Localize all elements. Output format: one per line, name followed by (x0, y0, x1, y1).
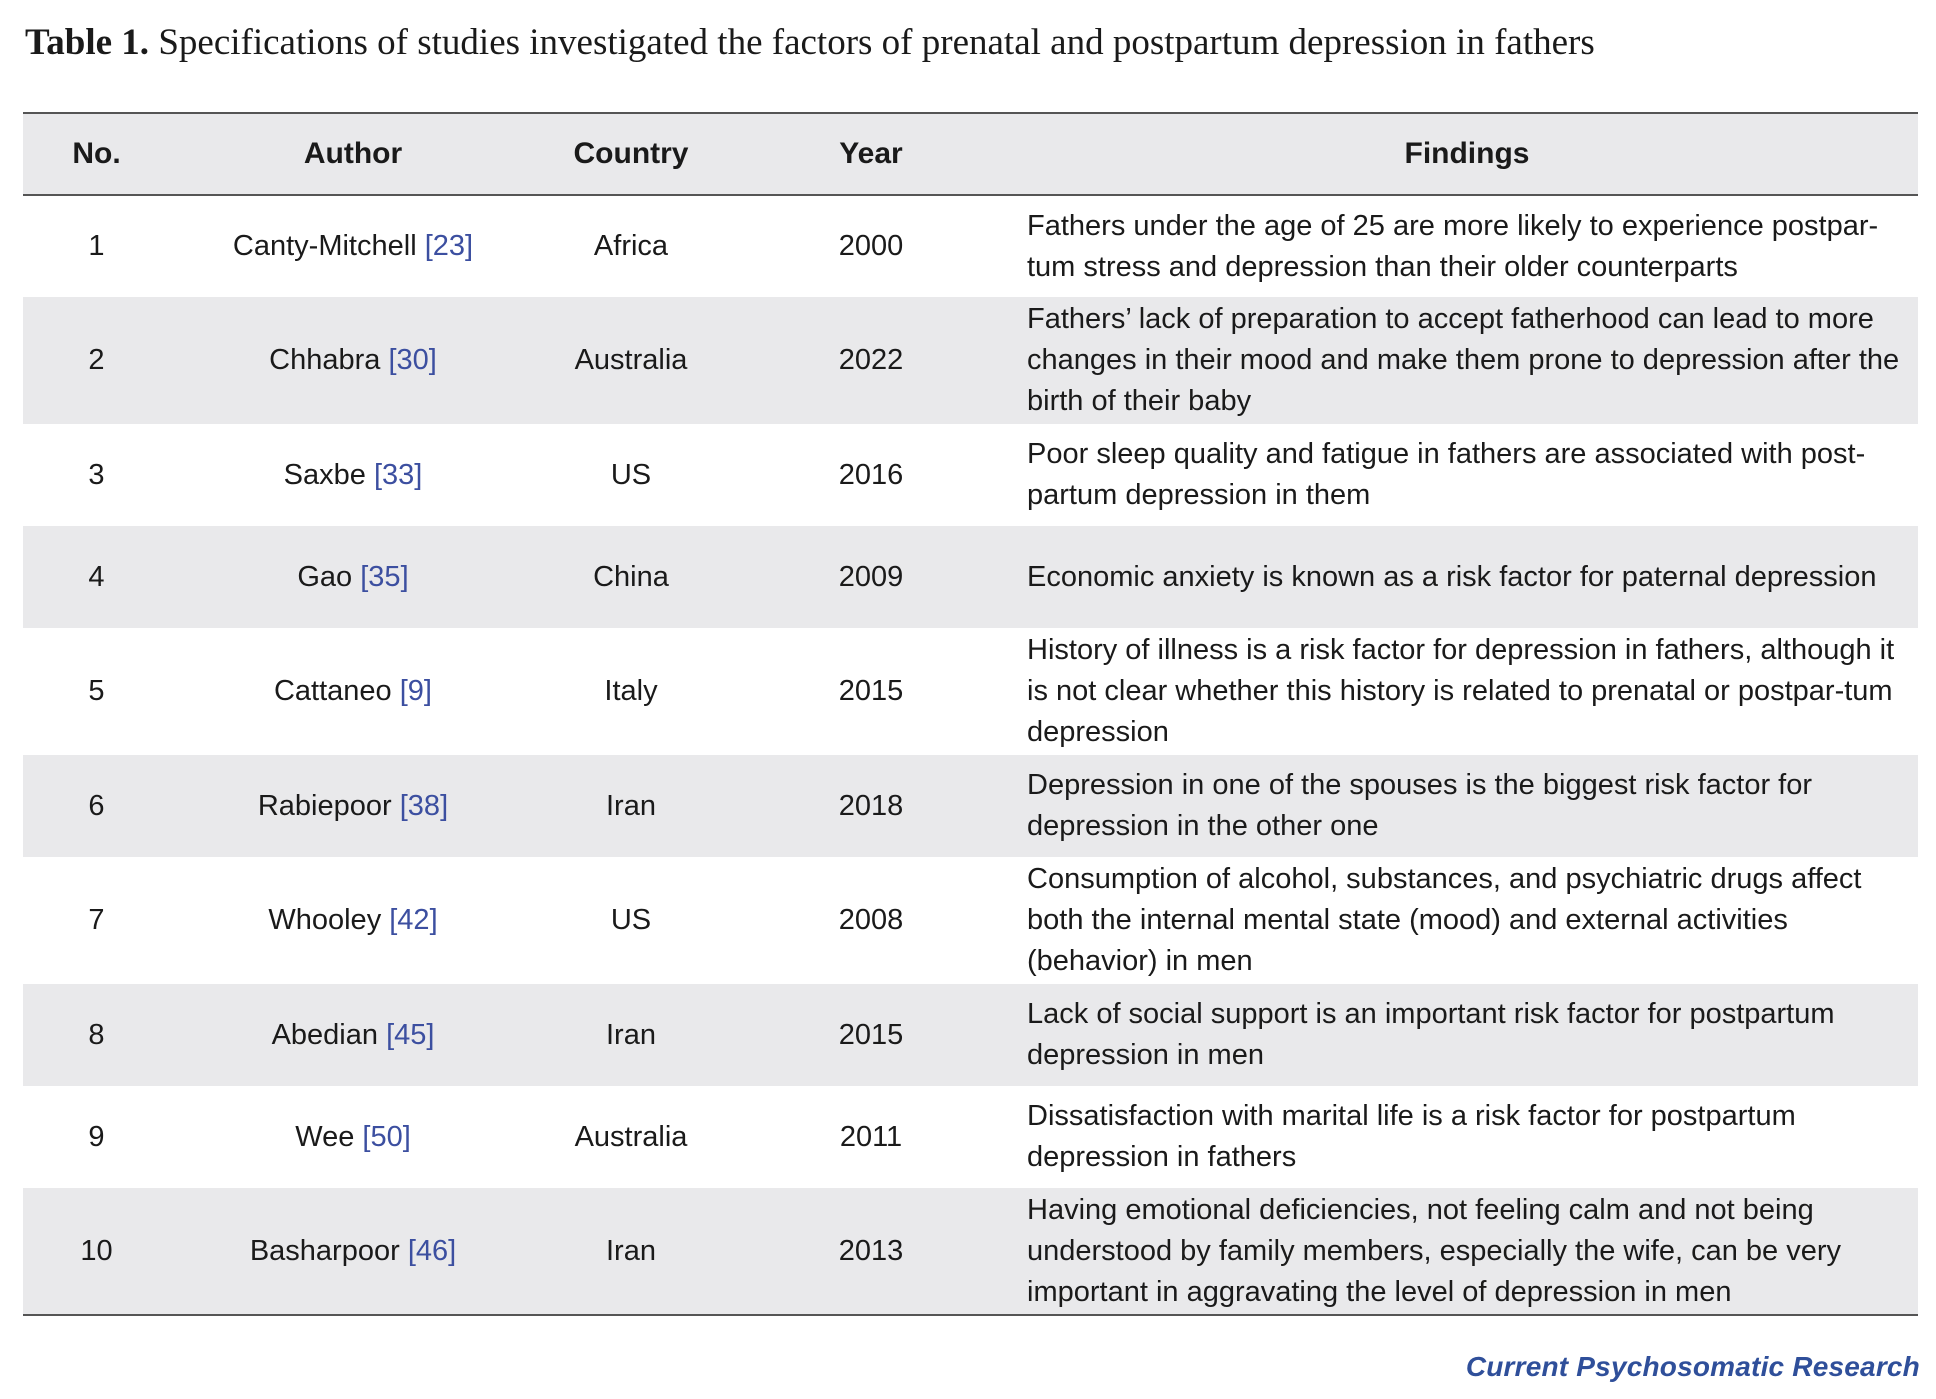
row-country: Australia (574, 344, 688, 376)
table-row (23, 526, 1918, 628)
row-year: 2015 (838, 675, 904, 707)
table-label: Table 1. (25, 22, 150, 63)
reference-link[interactable]: [33] (373, 458, 423, 491)
row-findings: Fathers’ lack of preparation to accept fatherhood can lead to more changes in their mood and make them prone to depression after the birth of their baby (1027, 303, 1900, 417)
row-no: 8 (88, 1018, 105, 1051)
reference-link[interactable]: [38] (399, 789, 449, 822)
journal-brand: Current Psychosomatic Research (1465, 1351, 1920, 1382)
row-no: 4 (88, 560, 105, 593)
row-country: US (610, 904, 652, 936)
row-country: Africa (593, 230, 669, 262)
row-year: 2016 (838, 458, 904, 491)
row-year: 2013 (838, 1234, 904, 1267)
table-row (23, 857, 1918, 984)
row-author (170, 628, 536, 755)
row-findings: Poor sleep quality and fatigue in fathers are associated with post-partum depression in them (1027, 438, 1866, 511)
reference-link[interactable]: [30] (388, 344, 437, 376)
table-header-row (23, 113, 1918, 195)
row-findings: Lack of social support is an important risk factor for postpartum depression in men (1027, 998, 1835, 1071)
reference-link[interactable]: [9] (399, 675, 432, 707)
row-no: 3 (88, 458, 105, 491)
reference-link[interactable]: [23] (424, 230, 474, 262)
author-name: Rabiepoor (257, 789, 392, 822)
row-author (170, 526, 536, 628)
reference-link[interactable]: [35] (360, 560, 409, 593)
row-author (170, 297, 536, 424)
author-name: Basharpoor (249, 1234, 400, 1267)
header-findings: Findings (1016, 113, 1918, 195)
reference-link[interactable]: [45] (386, 1018, 435, 1051)
table-row (23, 628, 1918, 755)
row-country: Iran (606, 789, 656, 822)
row-findings: Consumption of alcohol, substances, and psychiatric drugs affect both the internal mental state (mood) and external activities (behavior) in men (1027, 863, 1862, 977)
reference-link[interactable]: [50] (362, 1120, 411, 1153)
row-no: 6 (88, 789, 105, 822)
row-findings: Depression in one of the spouses is the biggest risk factor for depression in the other one (1027, 769, 1813, 842)
table-row (23, 1086, 1918, 1188)
table-row (23, 984, 1918, 1086)
header-no: No. (23, 113, 170, 195)
author-name: Saxbe (283, 458, 366, 491)
reference-link[interactable]: [42] (389, 904, 438, 936)
header-country: Country (536, 113, 726, 195)
row-country: Iran (606, 1234, 656, 1267)
row-country: Australia (574, 1120, 688, 1153)
author-name: Abedian (271, 1018, 378, 1051)
row-year: 2000 (838, 230, 904, 262)
row-no: 9 (88, 1120, 105, 1153)
row-year: 2022 (838, 344, 904, 376)
author-name: Canty-Mitchell (232, 230, 417, 262)
table-row (23, 424, 1918, 526)
row-country: China (593, 560, 669, 593)
row-year: 2018 (838, 789, 904, 822)
author-name: Wee (295, 1120, 355, 1153)
row-author (170, 424, 536, 526)
author-name: Chhabra (269, 344, 381, 376)
author-name: Cattaneo (273, 675, 392, 707)
table-row (23, 1188, 1918, 1315)
row-author (170, 1086, 536, 1188)
row-no: 10 (80, 1234, 113, 1267)
row-year: 2015 (838, 1018, 904, 1051)
header-year: Year (726, 113, 1016, 195)
reference-link[interactable]: [46] (407, 1234, 457, 1267)
row-no: 5 (88, 675, 105, 707)
row-year: 2008 (838, 904, 904, 936)
table-caption (25, 18, 1595, 68)
table-caption-text: Specifications of studies investigated the factors of prenatal and postpartum depression in fathers (158, 22, 1595, 63)
table-row (23, 297, 1918, 424)
row-findings: Having emotional deficiencies, not feeling calm and not being understood by family members, especially the wife, can be very important in aggravating the level of depression in men (1027, 1193, 1841, 1308)
studies-table (23, 112, 1918, 1316)
row-author (170, 984, 536, 1086)
row-findings: Economic anxiety is known as a risk factor for paternal depression (1027, 560, 1877, 593)
row-author (170, 755, 536, 857)
row-no: 7 (88, 904, 105, 936)
author-name: Gao (297, 560, 353, 593)
row-findings: History of illness is a risk factor for depression in fathers, although it is not clear whether this history is related to prenatal or postpar-tum depression (1027, 634, 1895, 748)
table-row (23, 195, 1918, 297)
row-findings: Fathers under the age of 25 are more likely to experience postpar-tum stress and depression than their older counterparts (1027, 209, 1879, 283)
row-no: 2 (88, 344, 105, 376)
row-country: Iran (606, 1018, 656, 1051)
header-author: Author (170, 113, 536, 195)
row-year: 2009 (838, 560, 904, 593)
author-name: Whooley (268, 904, 382, 936)
row-country: US (610, 458, 652, 491)
row-findings: Dissatisfaction with marital life is a risk factor for postpartum depression in fathers (1027, 1100, 1796, 1173)
row-author (170, 1188, 536, 1315)
row-author (170, 857, 536, 984)
table-row (23, 755, 1918, 857)
row-year: 2011 (839, 1120, 903, 1153)
row-country: Italy (604, 675, 658, 707)
row-no: 1 (88, 230, 105, 262)
row-author (170, 195, 536, 297)
